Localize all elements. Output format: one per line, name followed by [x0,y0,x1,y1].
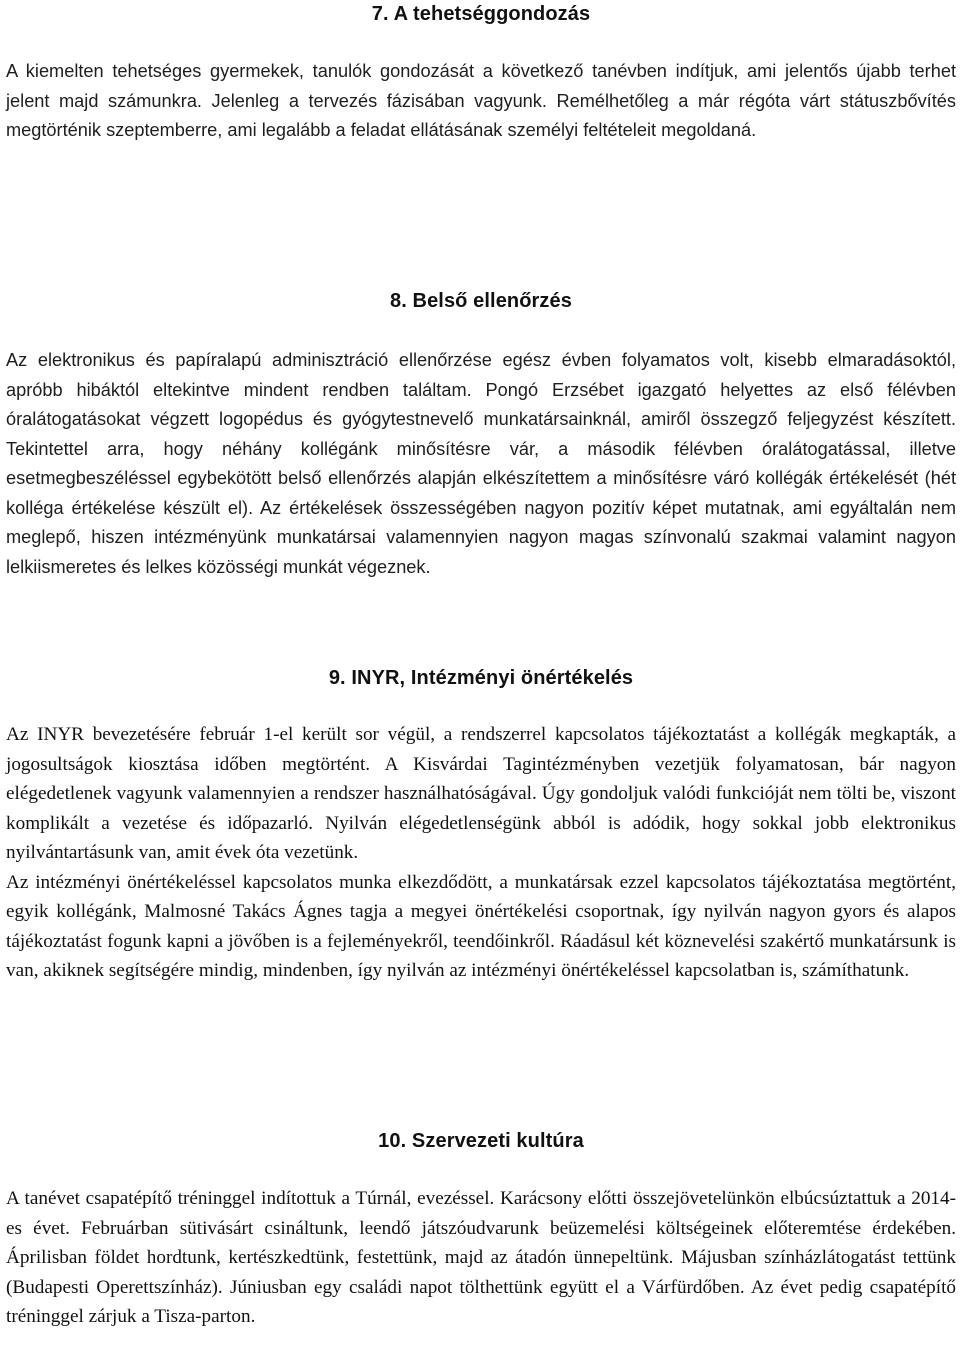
section-paragraph: A kiemelten tehetséges gyermekek, tanulók gondozását a következő tanévben indítjuk, ami jelentős újabb terhet jelent majd számunkra. Jelenleg a tervezés fázisában vagyunk. Remélhetőleg a már régóta várt státuszbővítés megtörténik szeptemberre, ami legalább a feladat ellátásának személyi feltételeit megoldaná. [6,61,956,140]
section-internal-audit [6,287,956,582]
section-paragraph: Az elektronikus és papíralapú adminisztráció ellenőrzése egész évben folyamatos volt, kisebb elmaradásoktól, apróbb hibáktól eltekintve mindent rendben találtam. Pongó Erzsébet igazgató helyettes az első félévben óralátogatásokat végzett logopédus és gyógytestnevelő munkatársainknál, amiről összegző feljegyzést készített. Tekintettel arra, hogy néhány kollégánk minősítésre vár, a második félévben óralátogatással, illetve esetmegbeszéléssel egybekötött belső ellenőrzés alapján elkészítettem a minősítésre váró kollégák értékelését (hét kolléga értékelése készült el). Az értékelések összességében nagyon pozitív képet mutatnak, ami egyáltalán nem meglepő, hiszen intézményünk munkatársai valamennyien nagyon magas színvonalú szakmai valamint nagyon lelkiismeretes és lelkes közösségi munkát végeznek. [6,350,956,577]
section-talent-care [6,0,956,146]
section-heading: 7. A tehetséggondozás [371,3,591,25]
section-heading: 10. Szervezeti kultúra [378,1130,584,1152]
section-inyr-self-assessment [6,664,956,986]
section-paragraph: A tanévet csapatépítő tréninggel indítottuk a Túrnál, evezéssel. Karácsony előtti összejövetelünkön elbúcsúztattuk a 2014-es évet. Februárban sütivásárt csináltunk, leendő játszóudvarunk beüzemelési költségeinek előteremtése érdekében. Áprilisban földet hordtunk, kertészkedtünk, festettünk, majd az átadón ünnepeltünk. Májusban színházlátogatást tettünk (Budapesti Operettszínház). Júniusban egy családi napot tölthettünk együtt el a Várfürdőben. Az évet pedig csapatépítő tréninggel zárjuk a Tisza-parton. [6,1188,956,1327]
section-heading: 9. INYR, Intézményi önértékelés [328,667,634,689]
section-organizational-culture [6,1127,956,1332]
section-heading: 8. Belső ellenőrzés [390,290,572,312]
section-paragraph: Az INYR bevezetésére február 1-el került sor végül, a rendszerrel kapcsolatos tájékoztatást a kollégák megkapták, a jogosultságok kiosztása időben megtörtént. A Kisvárdai Tagintézményben vezetjük folyamatosan, bár nagyon elégedetlenek vagyunk valamennyien a rendszer használhatóságával. Úgy gondoljuk valódi funkcióját nem tölti be, viszont komplikált a vezetése és időpazarló. Nyilván elégedetlenségünk abból is adódik, hogy sokkal jobb elektronikus nyilvántartásunk van, amit évek óta vezetünk. [6,724,956,863]
section-paragraph: Az intézményi önértékeléssel kapcsolatos munka elkezdődött, a munkatársak ezzel kapcsolatos tájékoztatása megtörtént, egyik kollégánk, Malmosné Takács Ágnes tagja a megyei önértékelési csoportnak, így nyilván nagyon gyors és alapos tájékoztatást fogunk kapni a jövőben is a fejleményekről, teendőinkről. Ráadásul két köznevelési szakértő munkatársunk is van, akiknek segítségére mindig, mindenben, így nyilván az intézményi önértékeléssel kapcsolatban is, számíthatunk. [6,871,956,981]
